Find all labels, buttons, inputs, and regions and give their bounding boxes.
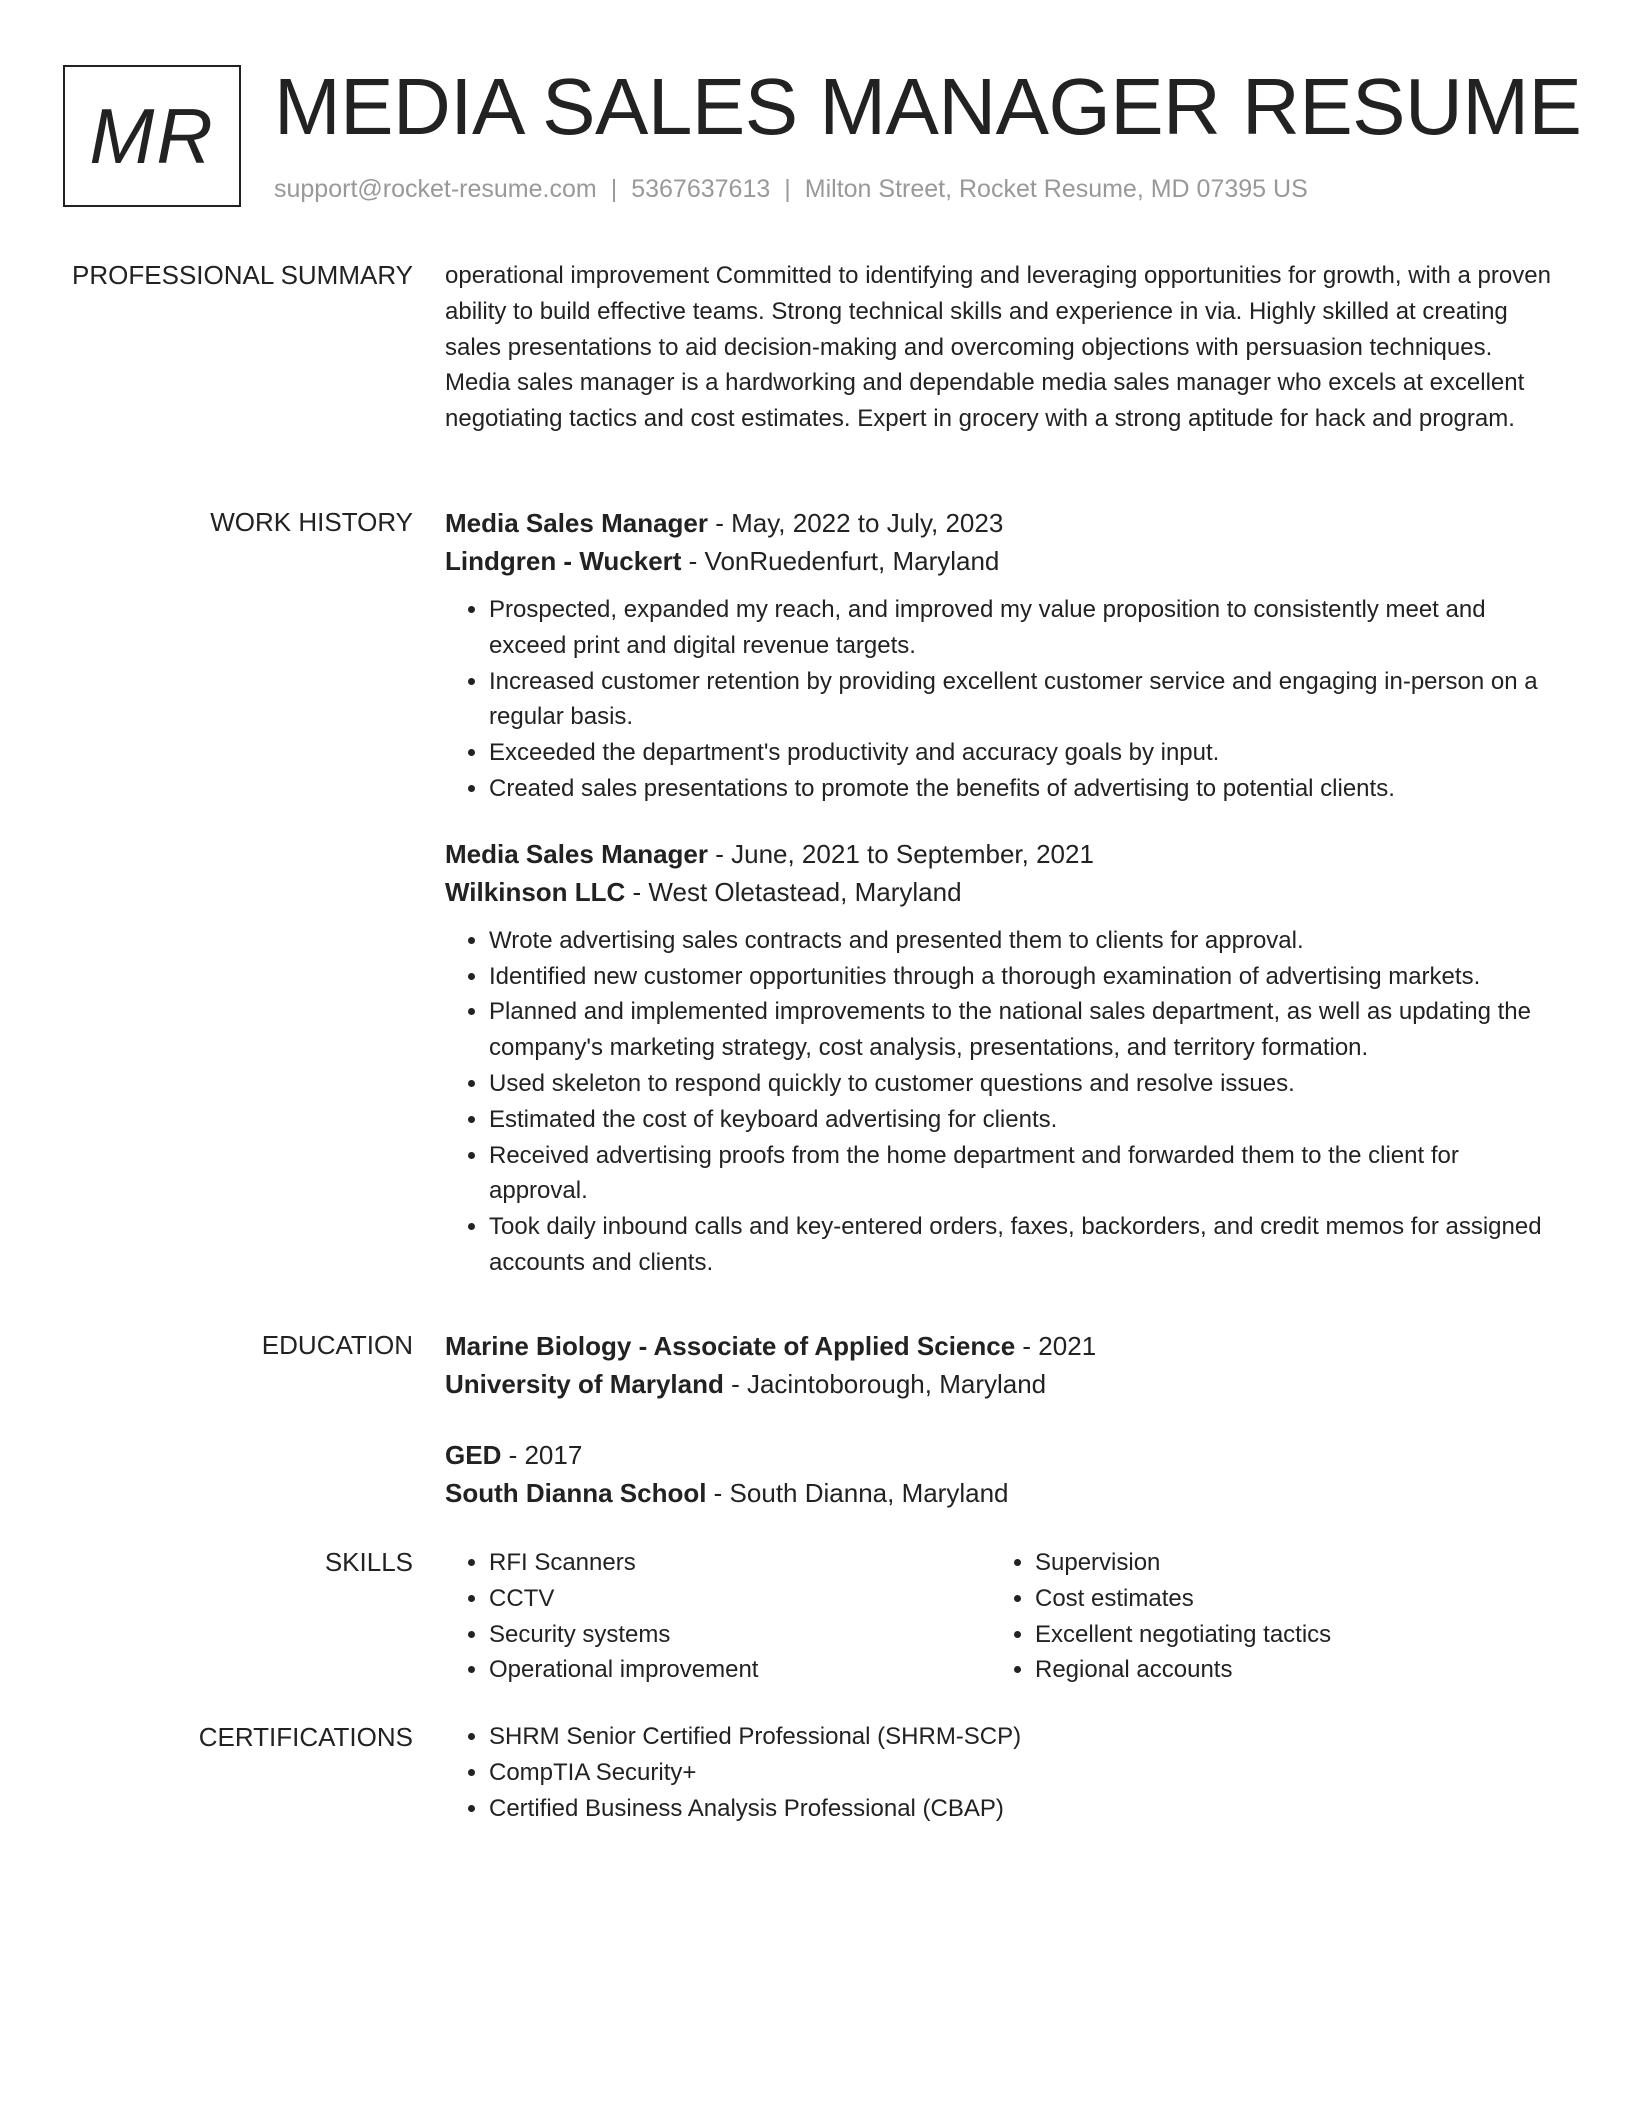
skill-item: • Operational improvement — [489, 1652, 991, 1688]
contact-phone: 5367637613 — [631, 175, 771, 203]
certification-item: • Certified Business Analysis Professional (CBAP) — [489, 1791, 1555, 1827]
job-bullet: • Estimated the cost of keyboard advertising for clients. — [489, 1102, 1555, 1138]
school: University of Maryland — [445, 1369, 724, 1399]
skill-item: • Supervision — [1035, 1545, 1537, 1581]
section-label-certifications: CERTIFICATIONS — [198, 1722, 413, 1752]
certifications-column — [445, 1719, 1555, 1826]
school-line — [445, 1474, 1555, 1512]
skill-item: • Security systems — [489, 1617, 991, 1653]
degree: Marine Biology - Associate of Applied Science — [445, 1331, 1016, 1361]
contact-line — [274, 173, 1308, 206]
degree: GED — [445, 1440, 502, 1470]
job-bullet: • Used skeleton to respond quickly to customer questions and resolve issues. — [489, 1066, 1555, 1102]
monogram: MR — [63, 65, 241, 207]
skills-list — [445, 1545, 991, 1688]
contact-email: support@rocket-resume.com — [274, 175, 597, 203]
degree-line — [445, 1327, 1555, 1365]
skills-list — [991, 1545, 1537, 1688]
job-company: Wilkinson LLC — [445, 876, 626, 907]
job-bullets — [445, 592, 1555, 807]
resume-title: MEDIA SALES MANAGER RESUME — [274, 62, 1582, 151]
skills-column-right — [991, 1545, 1537, 1688]
job-title: Media Sales Manager — [445, 508, 708, 538]
school-line — [445, 1365, 1555, 1403]
job-bullet: • Received advertising proofs from the home department and forwarded them to the client for approval. — [489, 1138, 1555, 1210]
certifications-body — [445, 1719, 1555, 1826]
job-location: - VonRuedenfurt, Maryland — [681, 546, 1000, 576]
job-company-line — [445, 542, 1555, 580]
summary-text: operational improvement Committed to identifying and leveraging opportunities for growth, with a proven ability to build effective teams. Strong technical skills and experience in via. Highly skilled at creating sales presentations to aid decision-making and overcoming objections with persuasion techniques. Media sales manager is a hardworking and dependable media sales manager who excels at excellent negotiating tactics and cost estimates. Expert in grocery with a strong aptitude for hack and program. — [445, 262, 1551, 433]
job-bullet: • Increased customer retention by providing excellent customer service and engaging in-person on a regular basis. — [489, 664, 1555, 736]
job-dates: - May, 2022 to July, 2023 — [708, 508, 1004, 538]
school-location: - Jacintoborough, Maryland — [723, 1369, 1047, 1399]
certification-item: • SHRM Senior Certified Professional (SHRM-SCP) — [489, 1719, 1555, 1755]
skill-item: • Regional accounts — [1035, 1652, 1537, 1688]
skill-item: • Excellent negotiating tactics — [1035, 1617, 1537, 1653]
work-history-body — [445, 504, 1555, 1281]
job-title: Media Sales Manager — [445, 838, 708, 869]
education-body — [445, 1327, 1555, 1512]
contact-address: Milton Street, Rocket Resume, MD 07395 US — [804, 175, 1308, 203]
job-bullets — [445, 923, 1555, 1281]
job-company: Lindgren - Wuckert — [445, 546, 682, 576]
skills-grid — [445, 1545, 1555, 1688]
job-title-line — [445, 835, 1555, 873]
degree-year: - 2017 — [501, 1440, 583, 1470]
job-bullet: • Took daily inbound calls and key-entered orders, faxes, backorders, and credit memos for assigned accounts and clients. — [489, 1209, 1555, 1281]
school-location: - South Dianna, Maryland — [706, 1478, 1009, 1508]
contact-separator: | — [610, 175, 618, 203]
certification-item: • CompTIA Security+ — [489, 1755, 1555, 1791]
skills-column-left — [445, 1545, 991, 1688]
job-bullet: • Planned and implemented improvements to the national sales department, as well as updating the company's marketing strategy, cost analysis, presentations, and territory formation. — [489, 994, 1555, 1066]
section-label-work-history: WORK HISTORY — [210, 507, 413, 537]
section-label-skills: SKILLS — [324, 1547, 413, 1577]
job-entry — [445, 504, 1555, 807]
job-title-line — [445, 504, 1555, 542]
job-bullet: • Prospected, expanded my reach, and improved my value proposition to consistently meet and exceed print and digital revenue targets. — [489, 592, 1555, 664]
job-dates: - June, 2021 to September, 2021 — [708, 838, 1094, 869]
certifications-list — [445, 1719, 1555, 1826]
degree-line — [445, 1436, 1555, 1474]
education-entry — [445, 1436, 1555, 1512]
section-label-education: EDUCATION — [261, 1330, 413, 1360]
job-entry — [445, 835, 1555, 1281]
job-bullet: • Created sales presentations to promote the benefits of advertising to potential clients. — [489, 771, 1555, 807]
job-bullet: • Wrote advertising sales contracts and presented them to clients for approval. — [489, 923, 1555, 959]
skill-item: • Cost estimates — [1035, 1581, 1537, 1617]
job-location: - West Oletastead, Maryland — [625, 876, 962, 907]
section-label-summary: PROFESSIONAL SUMMARY — [72, 260, 413, 290]
contact-separator: | — [784, 175, 791, 203]
skill-item: • RFI Scanners — [489, 1545, 991, 1581]
skill-item: • CCTV — [489, 1581, 991, 1617]
resume-header — [63, 62, 1582, 213]
skills-body — [445, 1545, 1555, 1688]
job-company-line — [445, 873, 1555, 911]
education-entry — [445, 1327, 1555, 1403]
summary-body — [445, 258, 1555, 437]
job-bullet: • Exceeded the department's productivity and accuracy goals by input. — [489, 735, 1555, 771]
school: South Dianna School — [445, 1478, 707, 1508]
job-bullet: • Identified new customer opportunities through a thorough examination of advertising markets. — [489, 959, 1555, 995]
degree-year: - 2021 — [1015, 1331, 1097, 1361]
